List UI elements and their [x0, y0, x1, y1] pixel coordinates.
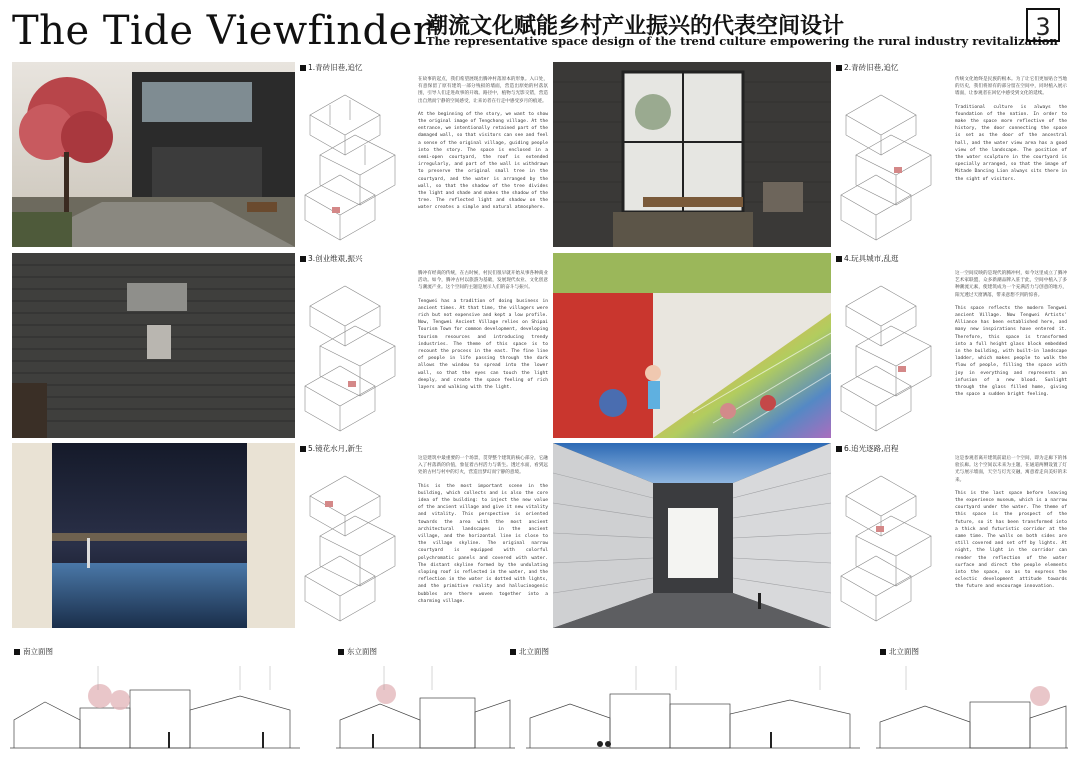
heading-marker-icon [300, 446, 306, 452]
render-toy-stairs [553, 253, 831, 438]
section-heading-3: 3.创业维艰,振兴 [300, 253, 410, 264]
english-subtitle: The representative space design of the trend culture empowering the rural industry revitalization [426, 34, 1058, 48]
axon-diagram-5 [300, 443, 410, 628]
heading-marker-icon [836, 65, 842, 71]
axon-diagram-3 [300, 253, 410, 438]
section-heading-5: 5.镜花水月,新生 [300, 443, 410, 454]
section-heading-2: 2.青砖旧巷,追忆 [836, 62, 946, 73]
elevation-label-north-2: 北立面图 [880, 646, 919, 657]
render-light-corridor [553, 443, 831, 628]
page-title: The Tide Viewfinder [12, 8, 433, 54]
text-block-3: 腾冲有经商的传统，在古时候，村民们很早就开始从事各种商业活动。如今，腾冲古村以旅游为基础，发展现代农业、文化创意与潮流产业。这个空间的主题是展示人们的奋斗与振兴。 Tengwei has a tradition of doing business in ancient times. At that time, the villagers were rich but not expensive and kept a low profile. Now, Tengwei Ancient Village relies on Shipai Tourism Town for common development, developing tourism resources and introducing trendy industries. The theme of this space is to recount the process in the east. The fine line of people in life passing through the dark allows the window to spread into the lower wall, so that the eyes can touch the light deeply, and create the space feeling of rich layers and walking with the light. [418, 271, 548, 391]
heading-marker-icon [300, 65, 306, 71]
render-brick-wall [12, 253, 295, 438]
text-block-2: 传统文化始终是民族的根本。为了让它们更加贴合当地的历史，我们将原有的部分留在空间中，同时植入展示墙面，让参观者在回忆中感受到文化的延续。 Traditional culture is always the foundation of the nation. In order to make the space more reflective of the history, the door connecting the space is set as the door of the ancestral hall, and the water view area has a good view of the landscape. The position of the water sculpture in the courtyard is specially arranged, so that the image of Mitade Dancing Lion always sits there in the sight of visitors. [955, 77, 1067, 182]
section-heading-6: 6.追光逐路,启程 [836, 443, 946, 454]
text-block-4: 这一空间反映的是现代的腾冲村，如今这里成立了腾冲艺术家联盟，众多新潮品牌入驻于此，空间中植入了多种潮流元素，使建筑成为一个充满活力与创意的地方，阳光透过天窗洒落，带来意想不到的惊喜。 This space reflects the modern Tengwei ancient Village. Now Tengwei Artists' Alliance has been established here, and many new inspirations have entered it. Therefore, this space is transformed into a full height glass block embedded in the building, with built-in landscape ladder, which makes people to walk the flow of people, filling the space with joy in everything and represents an infusion of a new blood. Sunlight through the glass filled home, giving the space a sudden bright feeling. [955, 271, 1067, 398]
heading-marker-icon [836, 446, 842, 452]
render-window-room [553, 62, 831, 247]
section-heading-4: 4.玩具城市,乱逛 [836, 253, 946, 264]
render-night-pool [12, 443, 295, 628]
axon-diagram-4 [836, 253, 946, 438]
chinese-title: 潮流文化赋能乡村产业振兴的代表空间设计 [426, 14, 845, 39]
heading-marker-icon [14, 649, 20, 655]
heading-marker-icon [510, 649, 516, 655]
elevation-drawings [0, 660, 1080, 760]
elevation-label-north-1: 北立面图 [510, 646, 549, 657]
elevation-label-south: 南立面图 [14, 646, 53, 657]
page-number-badge: 3 [1026, 8, 1060, 42]
heading-marker-icon [880, 649, 886, 655]
heading-marker-icon [300, 256, 306, 262]
heading-marker-icon [836, 256, 842, 262]
text-block-5: 这是建筑中最重要的一个场景，贯穿整个建筑的核心部分，它融入了村落新的价值，象征着古村活力与新生。透过水面，看到远处的古村与村中的灯火，营造出梦幻而宁静的意境。 This is the most important scene in the building, which collects and is also the core idea of the building: to inject the new value of the ancient village and give it new vitality and vitality. This perspective is oriented towards the area with the most ancient architectural landscapes in the ancient village, and the horizontal line is close to the village skyline. The original narrow courtyard is equipped with colorful polychromatic panels and covered with water. The distant skyline formed by the undulating sloping roof is reflected in the water, and the reflection in the water is dotted with lights, and the primitive reality and hallucinogenic bubbles are there woven together into a charming village. [418, 456, 548, 604]
axon-diagram-1 [300, 62, 410, 247]
axon-diagram-2 [836, 62, 946, 247]
elevation-label-east: 东立面图 [338, 646, 377, 657]
section-heading-1: 1.青砖旧巷,追忆 [300, 62, 410, 73]
text-block-1: 在故事的起点，我们希望展现出腾冲村落原本的形象。入口处，有意保留了原有建筑一部分残损的墙面，营造出原始的村落氛围，引导人们走进故事的开端。路径中，植物与光影交错，营造出自然而宁静的空间感受，让来访者在行走中感受岁月的痕迹。 At the beginning of the story, we want to show the original image of Tengchong village. At the entrance, we intentionally retained part of the damaged wall, so that visitors can see and feel a sense of the original village, guiding people into the story. The space is enclosed in a semi-open courtyard, the roof is extended irregularly, and part of the wall is withdrawn to preserve the original small tree in the courtyard, and the water is arranged by the wall, so that the shadow of the tree divides the light and shade and makes the shadow of the tree. The reflected light and shadow on the water creates a simple and natural atmosphere. [418, 77, 548, 211]
text-block-6: 这是参观者离开建筑前最后一个空间，即为走廊下的体验长廊。这个空间以未来为主题，在通道两侧设置了灯光与展示墙面，天空与灯光交融，寓意着走向美好的未来。 This is the last space before leaving the experience museum, which is a narrow courtyard under the water. The theme of this space is the prospect of the future, so it has been transformed into a thick and futuristic corridor at the same time. The walls on both sides are still covered and set off by lights. At night, the light in the corridor can render the reflection of the water surface and direct the people elements into the space, so as to express the eclectic development attitude towards the future and encourage innovation. [955, 456, 1067, 590]
axon-diagram-6 [836, 443, 946, 628]
render-courtyard [12, 62, 295, 247]
heading-marker-icon [338, 649, 344, 655]
